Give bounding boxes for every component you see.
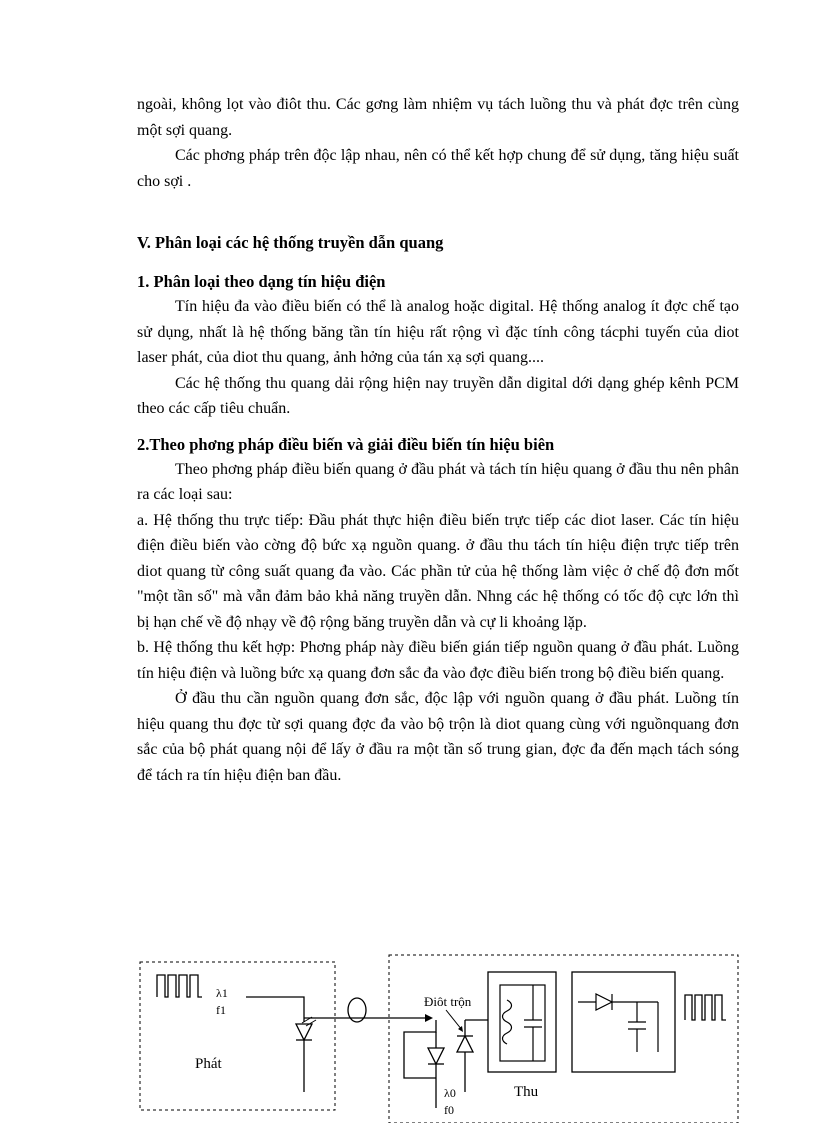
subsection-1-paragraph-1: Tín hiệu đa vào điều biến có thể là analog hoặc digital. Hệ thống analog ít đợc chế tạo sử dụng, nhất là hệ thống băng tần tín hiệu rất rộng vì đặc tính công tácphi tuyến của diot laser phát, của diot thu quang, ảnh hởng của tán xạ sợi quang....: [137, 298, 739, 366]
mixer-label: Điôt trộn: [424, 994, 472, 1009]
intro-paragraph-1: ngoài, không lọt vào điôt thu. Các gơng làm nhiệm vụ tách luồng thu và phát đợc trên cùng một sợi quang.: [137, 96, 739, 139]
subsection-2-closing-paragraph: Ở đầu thu cần nguồn quang đơn sắc, độc lập với nguồn quang ở đầu phát. Luồng tín hiệu quang thu đợc từ sợi quang đợc đa vào bộ trộn là diot quang cùng với nguồnquang đơn sắc của bộ phát quang nội để lấy ở đầu ra một tần số trung gian, đợc đa đến mạch tách sóng để tách ra tín hiệu điện ban đầu.: [137, 690, 739, 784]
inductor-icon: [503, 1000, 512, 1044]
arrow-icon: [425, 1014, 433, 1022]
subsection-2-title: 2.Theo phơng pháp điều biến và giải điều biến tín hiệu biên: [137, 434, 555, 454]
transmitter-label: Phát: [195, 1056, 222, 1072]
subsection-2-intro: Theo phơng pháp điều biến quang ở đầu phát và tách tín hiệu quang ở đầu thu nên phân ra các loại sau:: [137, 460, 739, 503]
freq-lo-label: f0: [444, 1103, 454, 1117]
local-laser-icon: [428, 1048, 444, 1064]
mixer-diode-icon: [457, 1036, 473, 1052]
subsection-1-paragraph-2: Các hệ thống thu quang dải rộng hiện nay truyền dẫn digital dới dạng ghép kênh PCM theo các cấp tiêu chuẩn.: [137, 374, 739, 417]
laser-diode-icon: [296, 1024, 312, 1040]
receiver-label: Thu: [514, 1084, 539, 1100]
subsection-1-title: 1. Phân loại theo dạng tín hiệu điện: [137, 272, 386, 291]
lambda-lo-label: λ0: [444, 1086, 456, 1100]
subsection-2-item-b: b. Hệ thống thu kết hợp: Phơng pháp này điều biến gián tiếp nguồn quang ở đầu phát. Luồng tín hiệu điện và luồng bức xạ quang đơn sắc đa vào đợc điều biến trong bộ điều biến quang.: [137, 639, 739, 682]
tx-wire: [246, 997, 304, 1022]
if-filter-box: [488, 972, 556, 1072]
intro-paragraph-2: Các phơng pháp trên độc lập nhau, nên có thể kết hợp chung để sử dụng, tăng hiệu suất cho sợi .: [137, 147, 739, 190]
detector-diode-icon: [596, 994, 612, 1010]
section-title: V. Phân loại các hệ thống truyền dẫn quang: [137, 233, 444, 252]
output-pulse-icon: [685, 995, 726, 1020]
subsection-2-item-a: a. Hệ thống thu trực tiếp: Đầu phát thực hiện điều biến trực tiếp các diot laser. Các tín hiệu điện điều biến vào cờng độ bức xạ nguồn quang. ở đầu thu tách tín hiệu điện trực tiếp trên diot quang từ công suất quang đa vào. Các phần tử của hệ thống làm việc ở chế độ đơn mốt "một tần số" mà vẫn đảm bảo khả năng truyền dẫn. Nhng các hệ thống có tốc độ cực lớn thì bị hạn chế về độ nhạy về độ rộng băng truyền dẫn và cự li khoảng lặp.: [137, 511, 739, 631]
detector-box: [572, 972, 675, 1072]
receiver-box: [389, 955, 738, 1123]
freq-tx-label: f1: [216, 1003, 226, 1017]
input-pulse-icon: [157, 975, 202, 997]
lambda-tx-label: λ1: [216, 986, 228, 1000]
